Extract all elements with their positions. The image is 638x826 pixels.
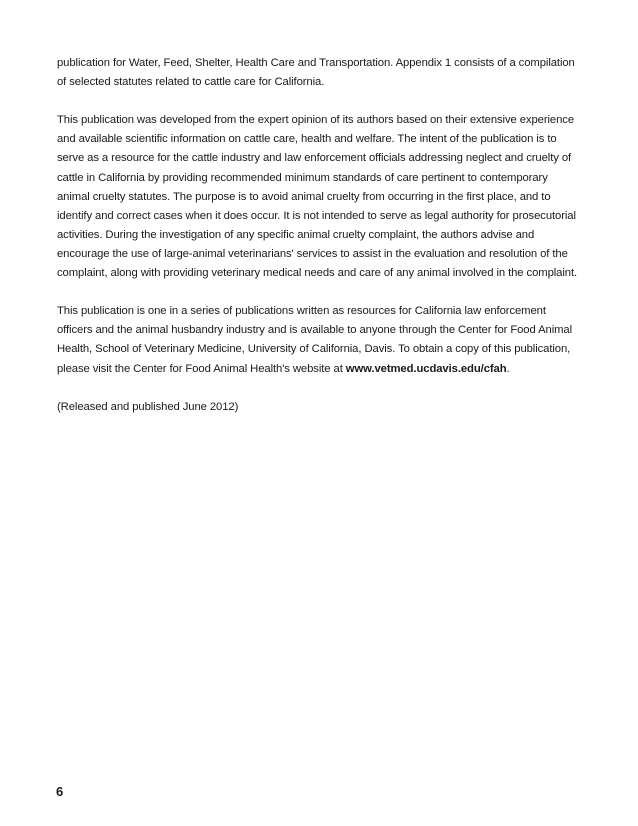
paragraph-purpose: This publication was developed from the expert opinion of its authors based on their extensive experience and available scientific information on cattle care, health and welfare. The intent of the publication is to serve as a resource for the cattle industry and law enforcement officials addressing neglect and cruelty of cattle in California by providing recommended minimum standards of care pertinent to contemporary animal cruelty statutes. The purpose is to avoid animal cruelty from occurring in the first place, and to identify and correct cases when it does occur. It is not intended to serve as legal authority for prosecutorial activities. During the investigation of any specific animal cruelty complaint, the authors advise and encourage the use of large-animal veterinarians' services to assist in the evaluation and resolution of the complaint, along with providing veterinary medical needs and care of any animal involved in the complaint. [57, 114, 578, 280]
page-number: 6 [56, 784, 64, 799]
availability-text-end: . [506, 362, 510, 375]
release-note: (Released and published June 2012) [57, 400, 239, 413]
website-link[interactable]: www.vetmed.ucdavis.edu/cfah [345, 362, 507, 375]
paragraph-availability [57, 302, 582, 378]
body-text [57, 54, 582, 417]
availability-text: This publication is one in a series of publications written as resources for California law enforcement officers and the animal husbandry industry and is available to anyone through the Center for Food Animal Health, School of Veterinary Medicine, University of California, Davis. To obtain a copy of this publication, please visit the Center for Food Animal Health's website at [57, 305, 573, 375]
paragraph-appendix: publication for Water, Feed, Shelter, Health Care and Transportation. Appendix 1 consists of a compilation of selected statutes related to cattle care for California. [57, 57, 575, 89]
